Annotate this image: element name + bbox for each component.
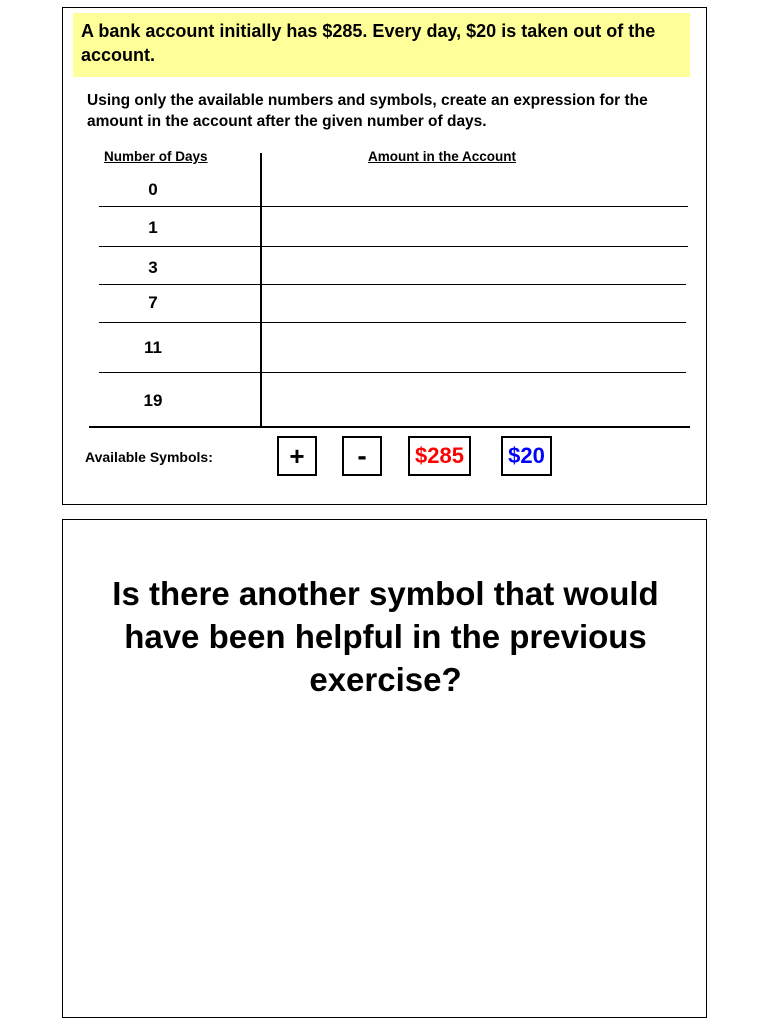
day-cell: 19: [143, 391, 163, 410]
table-divider-vertical: [260, 153, 262, 427]
amount-cell[interactable]: [263, 385, 688, 415]
amount-285-tile[interactable]: $285: [408, 436, 471, 476]
row-divider: [99, 206, 688, 207]
plus-symbol-tile[interactable]: +: [277, 436, 317, 476]
row-divider: [99, 246, 688, 247]
amount-cell[interactable]: [263, 333, 688, 363]
slide-question: [62, 519, 707, 1018]
day-cell: 3: [148, 258, 158, 277]
minus-symbol-tile[interactable]: -: [342, 436, 382, 476]
problem-statement: A bank account initially has $285. Every day, $20 is taken out of the account.: [73, 13, 690, 77]
amount-cell[interactable]: [263, 174, 688, 204]
column-header-amount: Amount in the Account: [368, 149, 516, 164]
column-header-days: Number of Days: [104, 149, 208, 164]
available-symbols-label: Available Symbols:: [85, 449, 213, 465]
day-cell: 11: [144, 338, 162, 357]
question-text: Is there another symbol that would have been helpful in the previous exercise?: [112, 575, 659, 698]
amount-cell[interactable]: [263, 290, 688, 320]
amount-20-tile[interactable]: $20: [501, 436, 552, 476]
row-divider: [99, 372, 686, 373]
day-cell: 0: [148, 180, 158, 199]
amount-cell[interactable]: [263, 252, 688, 282]
instructions-text: Using only the available numbers and symbols, create an expression for the amount in the account after the given number of days.: [87, 92, 648, 130]
table-bottom-border: [89, 426, 690, 428]
slide-exercise: [62, 7, 707, 505]
day-cell: 7: [148, 293, 158, 312]
row-divider: [99, 284, 686, 285]
day-cell: 1: [148, 218, 158, 237]
amount-cell[interactable]: [263, 212, 688, 242]
row-divider: [99, 322, 686, 323]
